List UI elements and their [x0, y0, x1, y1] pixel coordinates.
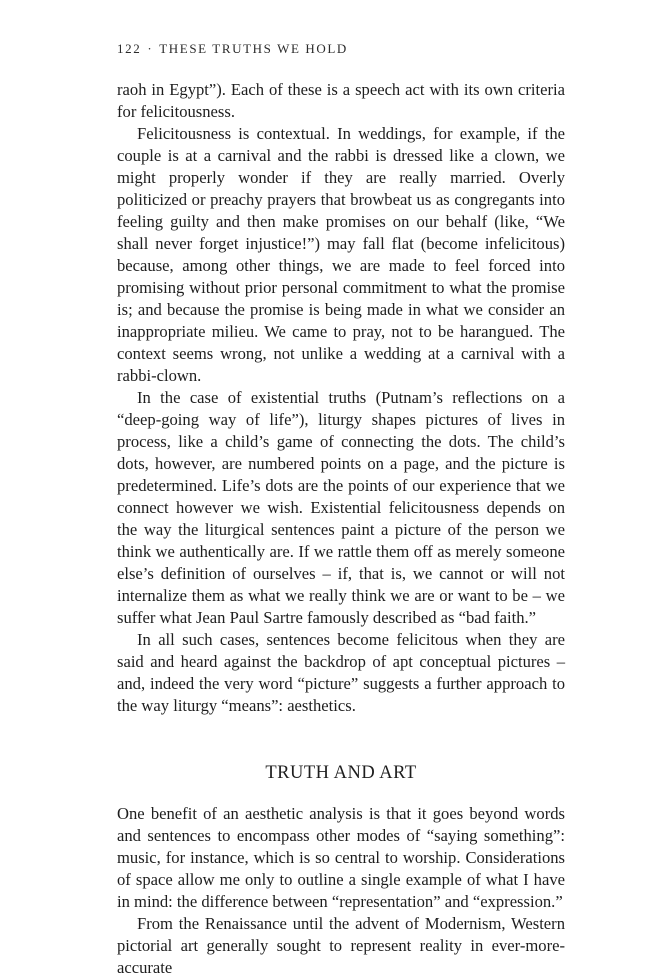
running-title: THESE TRUTHS WE HOLD [159, 41, 348, 56]
body-text [117, 79, 565, 979]
section-heading: TRUTH AND ART [265, 763, 417, 783]
paragraph: One benefit of an aesthetic analysis is that it goes beyond words and sentences to encompass other modes of “saying something”: music, for instance, which is so central to worship. Considerations of space allow me only to outline a single example of what I have in mind: the difference between “representation” and “expression.” [117, 804, 565, 911]
paragraph: raoh in Egypt”). Each of these is a speech act with its own criteria for felicitousness. [117, 80, 565, 121]
paragraph: From the Renaissance until the advent of Modernism, Western pictorial art generally sought to represent reality in ever-more-accurate [117, 914, 565, 977]
page-number: 122 [117, 41, 142, 56]
running-head [117, 41, 348, 57]
paragraph: Felicitousness is contextual. In weddings, for example, if the couple is at a carnival and the rabbi is dressed like a clown, we might properly wonder if they are really married. Overly politicized or preachy prayers that browbeat us as congregants into feeling guilty and then make promises on our behalf (like, “We shall never forget injustice!”) may fall flat (become infelicitous) because, among other things, we are made to feel forced into promising without prior personal commitment to what the promise is; and because the promise is being made in what we consider an inappropriate milieu. We came to pray, not to be harangued. The context seems wrong, not unlike a wedding at a carnival with a rabbi-clown. [117, 124, 565, 385]
header-separator: · [147, 41, 154, 56]
paragraph: In the case of existential truths (Putnam’s reflections on a “deep-going way of life”), liturgy shapes pictures of lives in process, like a child’s game of connecting the dots. The child’s dots, however, are numbered points on a page, and the picture is predetermined. Life’s dots are the points of our experience that we connect however we wish. Existential felicitousness depends on the way the liturgical sentences paint a picture of the person we think we authentically are. If we rattle them off as merely someone else’s definition of ourselves – if, that is, we cannot or will not internalize them as what we really think we are or want to be – we suffer what Jean Paul Sartre famously described as “bad faith.” [117, 388, 565, 627]
paragraph: In all such cases, sentences become felicitous when they are said and heard against the backdrop of apt conceptual pictures – and, indeed the very word “picture” suggests a further approach to the way liturgy “means”: aesthetics. [117, 630, 565, 715]
